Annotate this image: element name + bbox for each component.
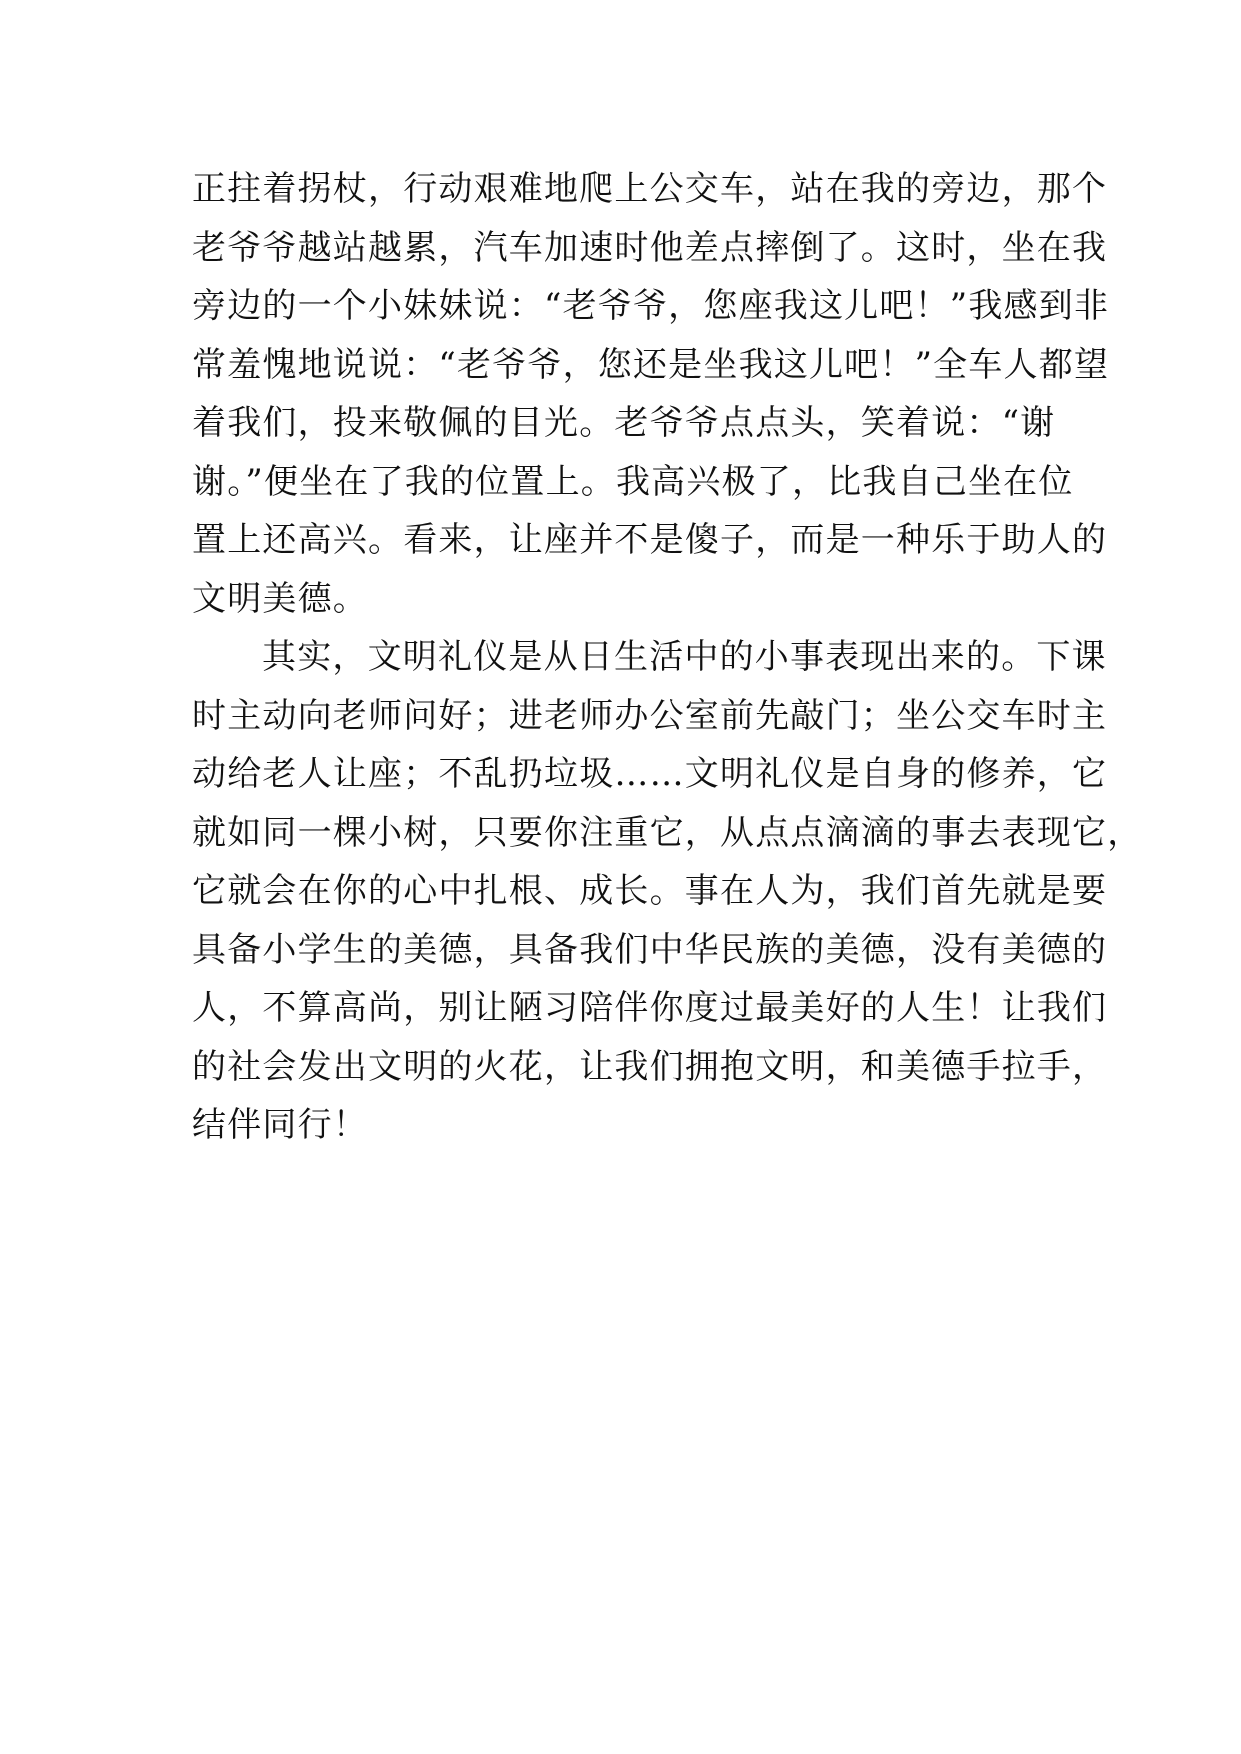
text-line: 的社会发出文明的火花，让我们拥抱文明，和美德手拉手，: [192, 1046, 1108, 1087]
text-line: 正拄着拐杖，行动艰难地爬上公交车，站在我的旁边，那个: [192, 169, 1108, 209]
text-line: 就如同一棵小树，只要你注重它，从点点滴滴的事去表现它，: [192, 812, 1143, 853]
text-line: 置上还高兴。看来，让座并不是傻子，而是一种乐于助人的: [192, 520, 1108, 560]
text-line: 具备小学生的美德，具备我们中华民族的美德，没有美德的: [192, 929, 1108, 970]
text-line: 着我们，投来敬佩的目光。老爷爷点点头，笑着说：“谢: [192, 403, 1056, 443]
text-line: 时主动向老师问好；进老师办公室前先敲门；坐公交车时主: [192, 695, 1108, 736]
text-line: 旁边的一个小妹妹说：“老爷爷，您座我这儿吧！”我感到非: [192, 286, 1110, 326]
text-line: 人，不算高尚，别让陋习陪伴你度过最美好的人生！让我们: [192, 988, 1108, 1028]
text-line: 动给老人让座；不乱扔垃圾……文明礼仪是自身的修养，它: [192, 754, 1108, 794]
text-line: 结伴同行！: [192, 1105, 368, 1145]
text-line: 常羞愧地说说：“老爷爷，您还是坐我这儿吧！”全车人都望: [192, 344, 1110, 385]
essay-body: [192, 160, 1143, 1155]
text-line: 老爷爷越站越累，汽车加速时他差点摔倒了。这时，坐在我: [192, 227, 1108, 268]
text-line: 谢。”便坐在了我的位置上。我高兴极了，比我自己坐在位: [192, 461, 1074, 502]
text-line: 文明美德。: [192, 578, 368, 619]
paragraph-first-line: 其实，文明礼仪是从日生活中的小事表现出来的。下课: [262, 637, 1107, 677]
text-line: 它就会在你的心中扎根、成长。事在人为，我们首先就是要: [192, 871, 1108, 911]
